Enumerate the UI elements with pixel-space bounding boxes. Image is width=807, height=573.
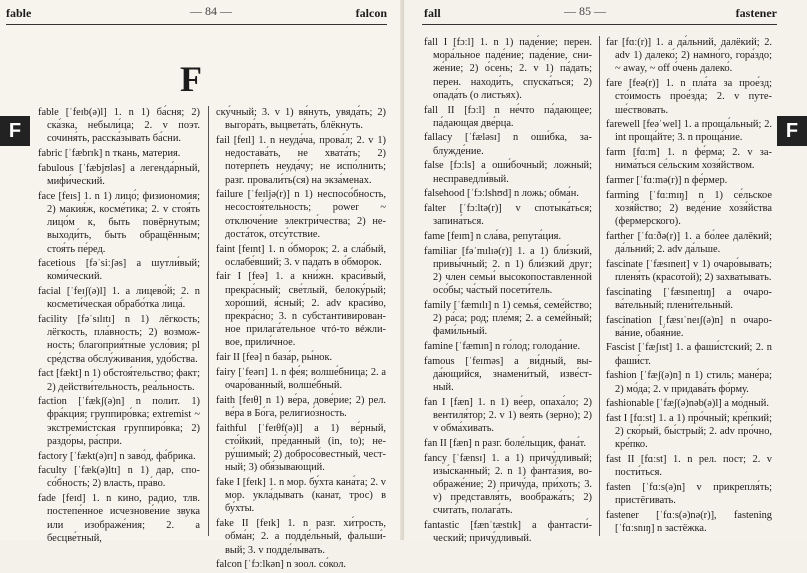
entry-faithful: faithful [ˈfeɪθf(ə)l] a 1) ве́рный, сто́йкий, пре́данный (in, to); неру́шимый; 2) добросо́вестный, честный; 3) обя́зывающий. [216,422,386,474]
entry-fast-1: fast I [fɑːst] 1. a 1) про́чный; кре́пкий; 2) ско́рый, бы́стрый; 2. adv про́чно, кре́пко. [606,412,772,451]
entry-fabric: fabric [ˈfæbrɪk] n ткань, материя. [38,148,181,160]
entry-fall-1: fall I [fɔːl] 1. n 1) паде́ние; перен. мора́льное паде́ние; паде́ние, сниже́ние; 2) о́сень; 2. v 1) па́дать; перен. находи́ть, спуска́ться; 2) опада́ть (о листьях). [424,37,592,101]
entry-fancy: fancy [ˈfænsɪ] 1. a 1) причу́дливый; изы́сканный; 2. n 1) фанта́зия, воображе́ние; 2) причу́да, при́хоть; 3. v) представля́ть, вообража́ть; 2) счита́ть, полага́ть. [424,452,592,517]
entry-facial: facial [ˈfeɪʃ(ə)l] 1. a лицево́й; 2. n космети́ческая обрабо́тка лица́. [38,286,200,311]
dictionary-column [424,36,592,547]
entry-failure: failure [ˈfeɪljə(r)] n 1) неспосо́бность, несостоя́тельность; power ~ отключе́ние электри́чества; 2) недоста́ток, отсу́тствие. [216,189,386,240]
entry-factory: factory [ˈfækt(ə)rɪ] n заво́д, фа́брика. [38,450,196,462]
page-number: — 85 — [564,4,606,18]
entry-fall-2: fall II [fɔːl] n не́что па́дающее; па́дающая две́рца. [424,104,592,129]
entry-fable: fable [ˈfeɪb(ə)l] 1. n 1) ба́сня; 2) ска́зка, небыли́ца; 2. v поэт. сочиня́ть, расска́зывать ба́сни. [38,107,200,145]
entry-fashionable: fashionable [ˈfæʃ(ə)nəb(ə)l] a мо́дный. [606,398,769,410]
entry-fascinating: fascinating [ˈfæsɪneɪtɪŋ] a очарова́тельный; плени́тельный. [606,286,772,311]
entry-fascist: Fascist [ˈfæʃɪst] 1. a фаши́стский; 2. n фаши́ст. [606,342,772,367]
entry-fare: fare [feə(r)] 1. n пла́та за прое́зд; сто́имость прое́зда; 2. v путеше́ствовать. [606,78,772,116]
column-divider [599,36,600,536]
entry-far: far [fɑː(r)] 1. a да́льний, далёкий; 2. adv 1) далеко́; 2) намно́го, гора́здо; ~ away, ~ off о́чень далеко́. [606,37,772,75]
entry-fair-2: fair II [feə] n база́р, ры́нок. [216,352,333,364]
entry-faculty: faculty [ˈfæk(ə)ltɪ] n 1) дар, спосо́бность; 2) власть, пра́во. [38,465,200,490]
left-page [0,0,403,571]
entry-fascinate: fascinate [ˈfæsɪneɪt] v 1) очаро́вывать; пленя́ть (красотой); 2) захватывать. [606,258,772,283]
entry-fake-1: fake I [feɪk] 1. n мор. бу́хта кана́та; 2. v мор. укла́дывать (канат, трос) в бу́хты. [216,476,386,515]
dictionary-column [38,106,200,547]
entry-farmer: farmer [ˈfɑːmə(r)] n фе́рмер. [606,175,728,187]
entry-farm: farm [fɑːm] 1. n фе́рма; 2. v занима́ться се́льским хозя́йством. [606,147,772,172]
entry-farewell: farewell [feəˈwel] 1. a проща́льный; 2. int проща́йте; 3. n проща́ние. [606,119,772,144]
entry-fallacy: fallacy [ˈfæləsɪ] n оши́бка, заблужде́ние. [424,132,592,157]
entry-fade: fade [feɪd] 1. n кино, радио, тлв. постепе́нное исчезнове́ние звука или изображе́ния; 2. a бесцве́тный, [38,493,200,544]
entry-falcon: falcon [ˈfɔːlkən] n зоол. со́кол. [216,559,347,571]
column-divider [208,106,209,536]
entry-fan-1: fan I [fæn] 1. n 1) ве́ер, опаха́ло; 2) вентиля́тор; 2. v 1) ве́ять (зерно); 2) v обма́хивать. [424,396,592,435]
entry-fail: fail [feɪl] 1. n неуда́ча, прова́л; 2. v 1) недостава́ть, не хвата́ть; 2) потерпе́ть неуда́чу; не испо́лнить; разг. провали́ть(ся) на экза́менах. [216,134,386,186]
dictionary-column [216,106,386,573]
entry-famine: famine [ˈfæmɪn] n го́лод; голода́ние. [424,340,581,352]
entry-familiar: familiar [fəˈmɪlɪə(r)] 1. a 1) бли́зкий, привы́чный; 2. n 1) бли́зкий друг; 2) член семьи́ высокопоставленной осо́бы; ча́стый посети́тель. [424,245,592,297]
entry-falter: falter [ˈfɔːltə(r)] v спотыка́ться; запина́ться. [424,202,592,228]
entry-fairy: fairy [ˈfeərɪ] 1. n фе́я; волше́бница; 2. a очаро́ванный, волше́бный. [216,366,386,392]
entry-facility: facility [fəˈsɪlɪtɪ] n 1) лёгкость; лёгкость, пла́вность; 2) возможность; благоприя́тные усло́вия; pl сре́дства обслу́живания, удо́бства. [38,314,200,365]
entry-fade-cont: ску́чный; 3. v 1) вя́нуть, увяда́ть; 2) выгора́ть, выцвета́ть, блёкнуть. [216,107,386,132]
thumb-index-tab: F [0,116,30,146]
entry-fake-2: fake II [feɪk] 1. n разг. хи́трость, обма́н; 2. a подде́льный, фальши́вый; 3. v подде́лывать. [216,518,386,556]
guide-word-last: falcon [355,6,387,20]
right-page [404,0,807,545]
entry-fashion: fashion [ˈfæʃ(ə)n] n 1) стиль; мане́ра; 2) мо́да; 2. v придава́ть фо́рму. [606,370,772,395]
header-rule [6,24,387,25]
entry-face: face [feɪs] 1. n 1) лицо́; физиономия; 2) макия́ж, косме́тика; 2. v стоя́ть лицо́м к, быть повёрнутым; выходи́ть, быть обращённым; стоя́ть пе́ред. [38,190,200,255]
entry-fastener: fastener [ˈfɑːs(ə)nə(r)], fastening [ˈfɑːsnɪŋ] n застёжка. [606,509,772,535]
entry-farming: farming [ˈfɑːmɪŋ] n 1) се́льское хозя́йство; 2) веде́ние хозя́йства (фермерского). [606,189,772,228]
entry-fan-2: fan II [fæn] n разг. боле́льщик, фана́т. [424,437,586,449]
entry-falsehood: falsehood [ˈfɔːlshʊd] n ложь; обма́н. [424,188,579,200]
entry-fame: fame [feɪm] n сла́ва, репута́ция. [424,230,562,242]
entry-famous: famous [ˈfeɪməs] a ви́дный, выда́ющийся, знамени́тый, изве́стный. [424,355,592,394]
guide-word-first: fall [424,6,441,20]
section-letter: F [180,59,202,99]
entry-false: false [fɔːls] a оши́бочный; ложный; несправедли́вый. [424,160,592,185]
guide-word-last: fastener [735,6,777,20]
entry-fair-1: fair I [feə] 1. a кни́жн. краси́вый, прекра́сный; све́тлый, белоку́рый; хоро́ший, я́сный; 2. adv краси́во, прекра́сно; 3. n субстантивированное прилага́тельное чтó-то вéжливое, прили́чное. [216,271,386,349]
entry-fact: fact [fækt] n 1) обстоя́тельство; факт; 2) действи́тельность, реа́льность. [38,368,200,393]
entry-facetious: facetious [fəˈsiːʃəs] a шутли́вый; коми́ческий. [38,258,200,283]
entry-family: family [ˈfæmɪlɪ] n 1) семья́, семе́йство; 2) ра́са; род; пле́мя; 2. a семе́йный; фами́льный. [424,299,592,338]
guide-word-first: fable [6,6,32,20]
dictionary-column [606,36,772,537]
entry-fast-2: fast II [fɑːst] 1. n рел. пост; 2. v пости́ться. [606,454,772,479]
entry-fascination: fascination [ˌfæsɪˈneɪʃ(ə)n] n очарова́ние, обая́ние. [606,314,772,339]
entry-faint: faint [feɪnt] 1. n о́бморок; 2. a сла́бый, ослабе́вший; 3. v па́дать в о́бморок. [216,243,386,268]
entry-faith: faith [feɪθ] n 1) ве́ра, дове́рие; 2) рел. ве́ра в Бо́га, религио́зность. [216,394,386,419]
entry-fantastic: fantastic [fænˈtæstɪk] a фантасти́ческий; причу́дливый. [424,520,592,545]
entry-faction: faction [ˈfækʃ(ə)n] n полит. 1) фра́кция; группиро́вка; extremist ~ экстреми́стская группиро́вка; 2) раздо́ры, ра́спри. [38,396,200,447]
entry-fasten: fasten [ˈfɑːs(ə)n] v прикрепля́ть; пристёгивать. [606,482,772,507]
header-rule [422,24,777,25]
thumb-index-tab: F [777,116,807,146]
entry-farther: farther [ˈfɑːðə(r)] 1. a бо́лее далёкий; да́льний; 2. adv да́льше. [606,230,772,256]
page-number: — 84 — [190,4,232,18]
entry-fabulous: fabulous [ˈfæbjʊləs] a легенда́рный, мифи́ческий. [38,162,200,188]
